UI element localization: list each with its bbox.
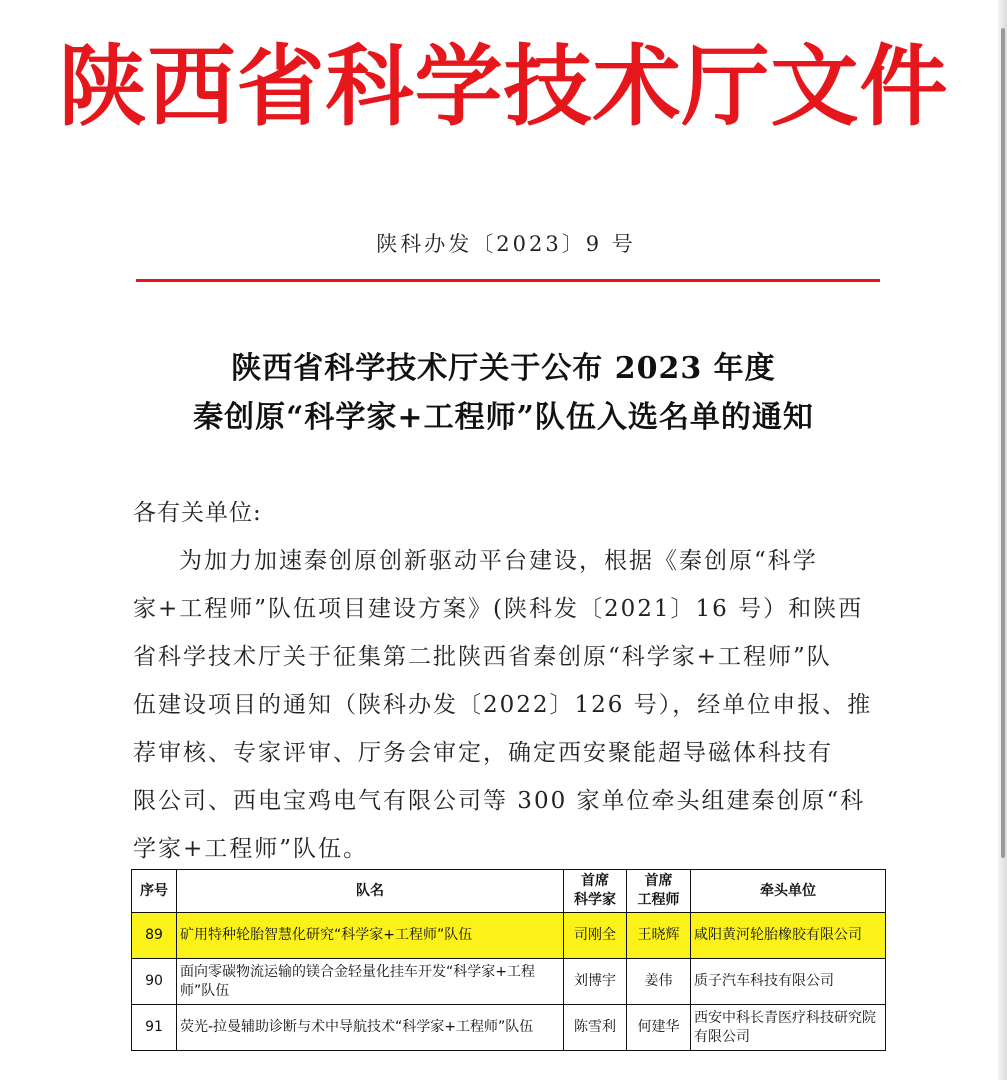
cell-team: 矿用特种轮胎智慧化研究“科学家+工程师”队伍 — [177, 913, 564, 959]
cell-no: 89 — [132, 913, 177, 959]
body-paragraph-line: 限公司、西电宝鸡电气有限公司等 300 家单位牵头组建秦创原“科 — [133, 788, 866, 814]
cell-scientist: 陈雪利 — [564, 1005, 627, 1051]
cell-no: 90 — [132, 959, 177, 1005]
notice-title-line-2: 秦创原“科学家+工程师”队伍入选名单的通知 — [193, 400, 814, 435]
table-row-highlighted — [132, 913, 886, 959]
header-scientist-line1: 首席 — [581, 873, 609, 889]
header-scientist-line2: 科学家 — [574, 892, 616, 908]
red-divider-line — [136, 279, 880, 282]
cell-no: 91 — [132, 1005, 177, 1051]
header-scientist — [564, 870, 627, 913]
body-paragraph-line: 伍建设项目的通知（陕科办发〔2022〕126 号），经单位申报、推 — [133, 692, 873, 718]
cell-lead-unit: 西安中科长青医疗科技研究院有限公司 — [691, 1005, 886, 1051]
header-lead-unit: 牵头单位 — [691, 870, 886, 913]
table-row — [132, 959, 886, 1005]
body-paragraph-line: 为加力加速秦创原创新驱动平台建设，根据《秦创原“科学 — [179, 548, 818, 574]
header-engineer — [627, 870, 691, 913]
header-engineer-line1: 首席 — [644, 873, 673, 889]
table-header-row — [132, 870, 886, 913]
header-no: 序号 — [132, 870, 177, 913]
table-row — [132, 1005, 886, 1051]
cell-engineer: 王晓辉 — [627, 913, 691, 959]
cell-team: 面向零碳物流运输的镁合金轻量化挂车开发“科学家+工程师”队伍 — [177, 959, 564, 1005]
team-roster-table — [131, 869, 886, 1051]
body-paragraph-line: 省科学技术厅关于征集第二批陕西省秦创原“科学家+工程师”队 — [133, 644, 832, 670]
salutation: 各有关单位: — [133, 500, 262, 526]
document-number: 陕科办发〔2023〕9 号 — [376, 232, 636, 256]
body-paragraph-line: 家+工程师”队伍项目建设方案》(陕科发〔2021〕16 号）和陕西 — [133, 596, 864, 622]
cell-engineer: 何建华 — [627, 1005, 691, 1051]
body-paragraph-line: 学家+工程师”队伍。 — [133, 836, 369, 862]
vertical-scrollbar[interactable] — [1001, 28, 1005, 858]
document-header-title: 陕西省科学技术厅文件 — [58, 34, 949, 138]
cell-scientist: 刘博宇 — [564, 959, 627, 1005]
cell-engineer: 姜伟 — [627, 959, 691, 1005]
cell-team: 荧光-拉曼辅助诊断与术中导航技术“科学家+工程师”队伍 — [177, 1005, 564, 1051]
header-engineer-line2: 工程师 — [637, 892, 680, 908]
header-team: 队名 — [177, 870, 564, 913]
cell-scientist: 司刚全 — [564, 913, 627, 959]
cell-lead-unit: 咸阳黄河轮胎橡胶有限公司 — [691, 913, 886, 959]
body-paragraph-line: 荐审核、专家评审、厅务会审定，确定西安聚能超导磁体科技有 — [133, 740, 833, 766]
cell-lead-unit: 质子汽车科技有限公司 — [691, 959, 886, 1005]
notice-title-line-1: 陕西省科学技术厅关于公布 2023 年度 — [231, 351, 776, 386]
